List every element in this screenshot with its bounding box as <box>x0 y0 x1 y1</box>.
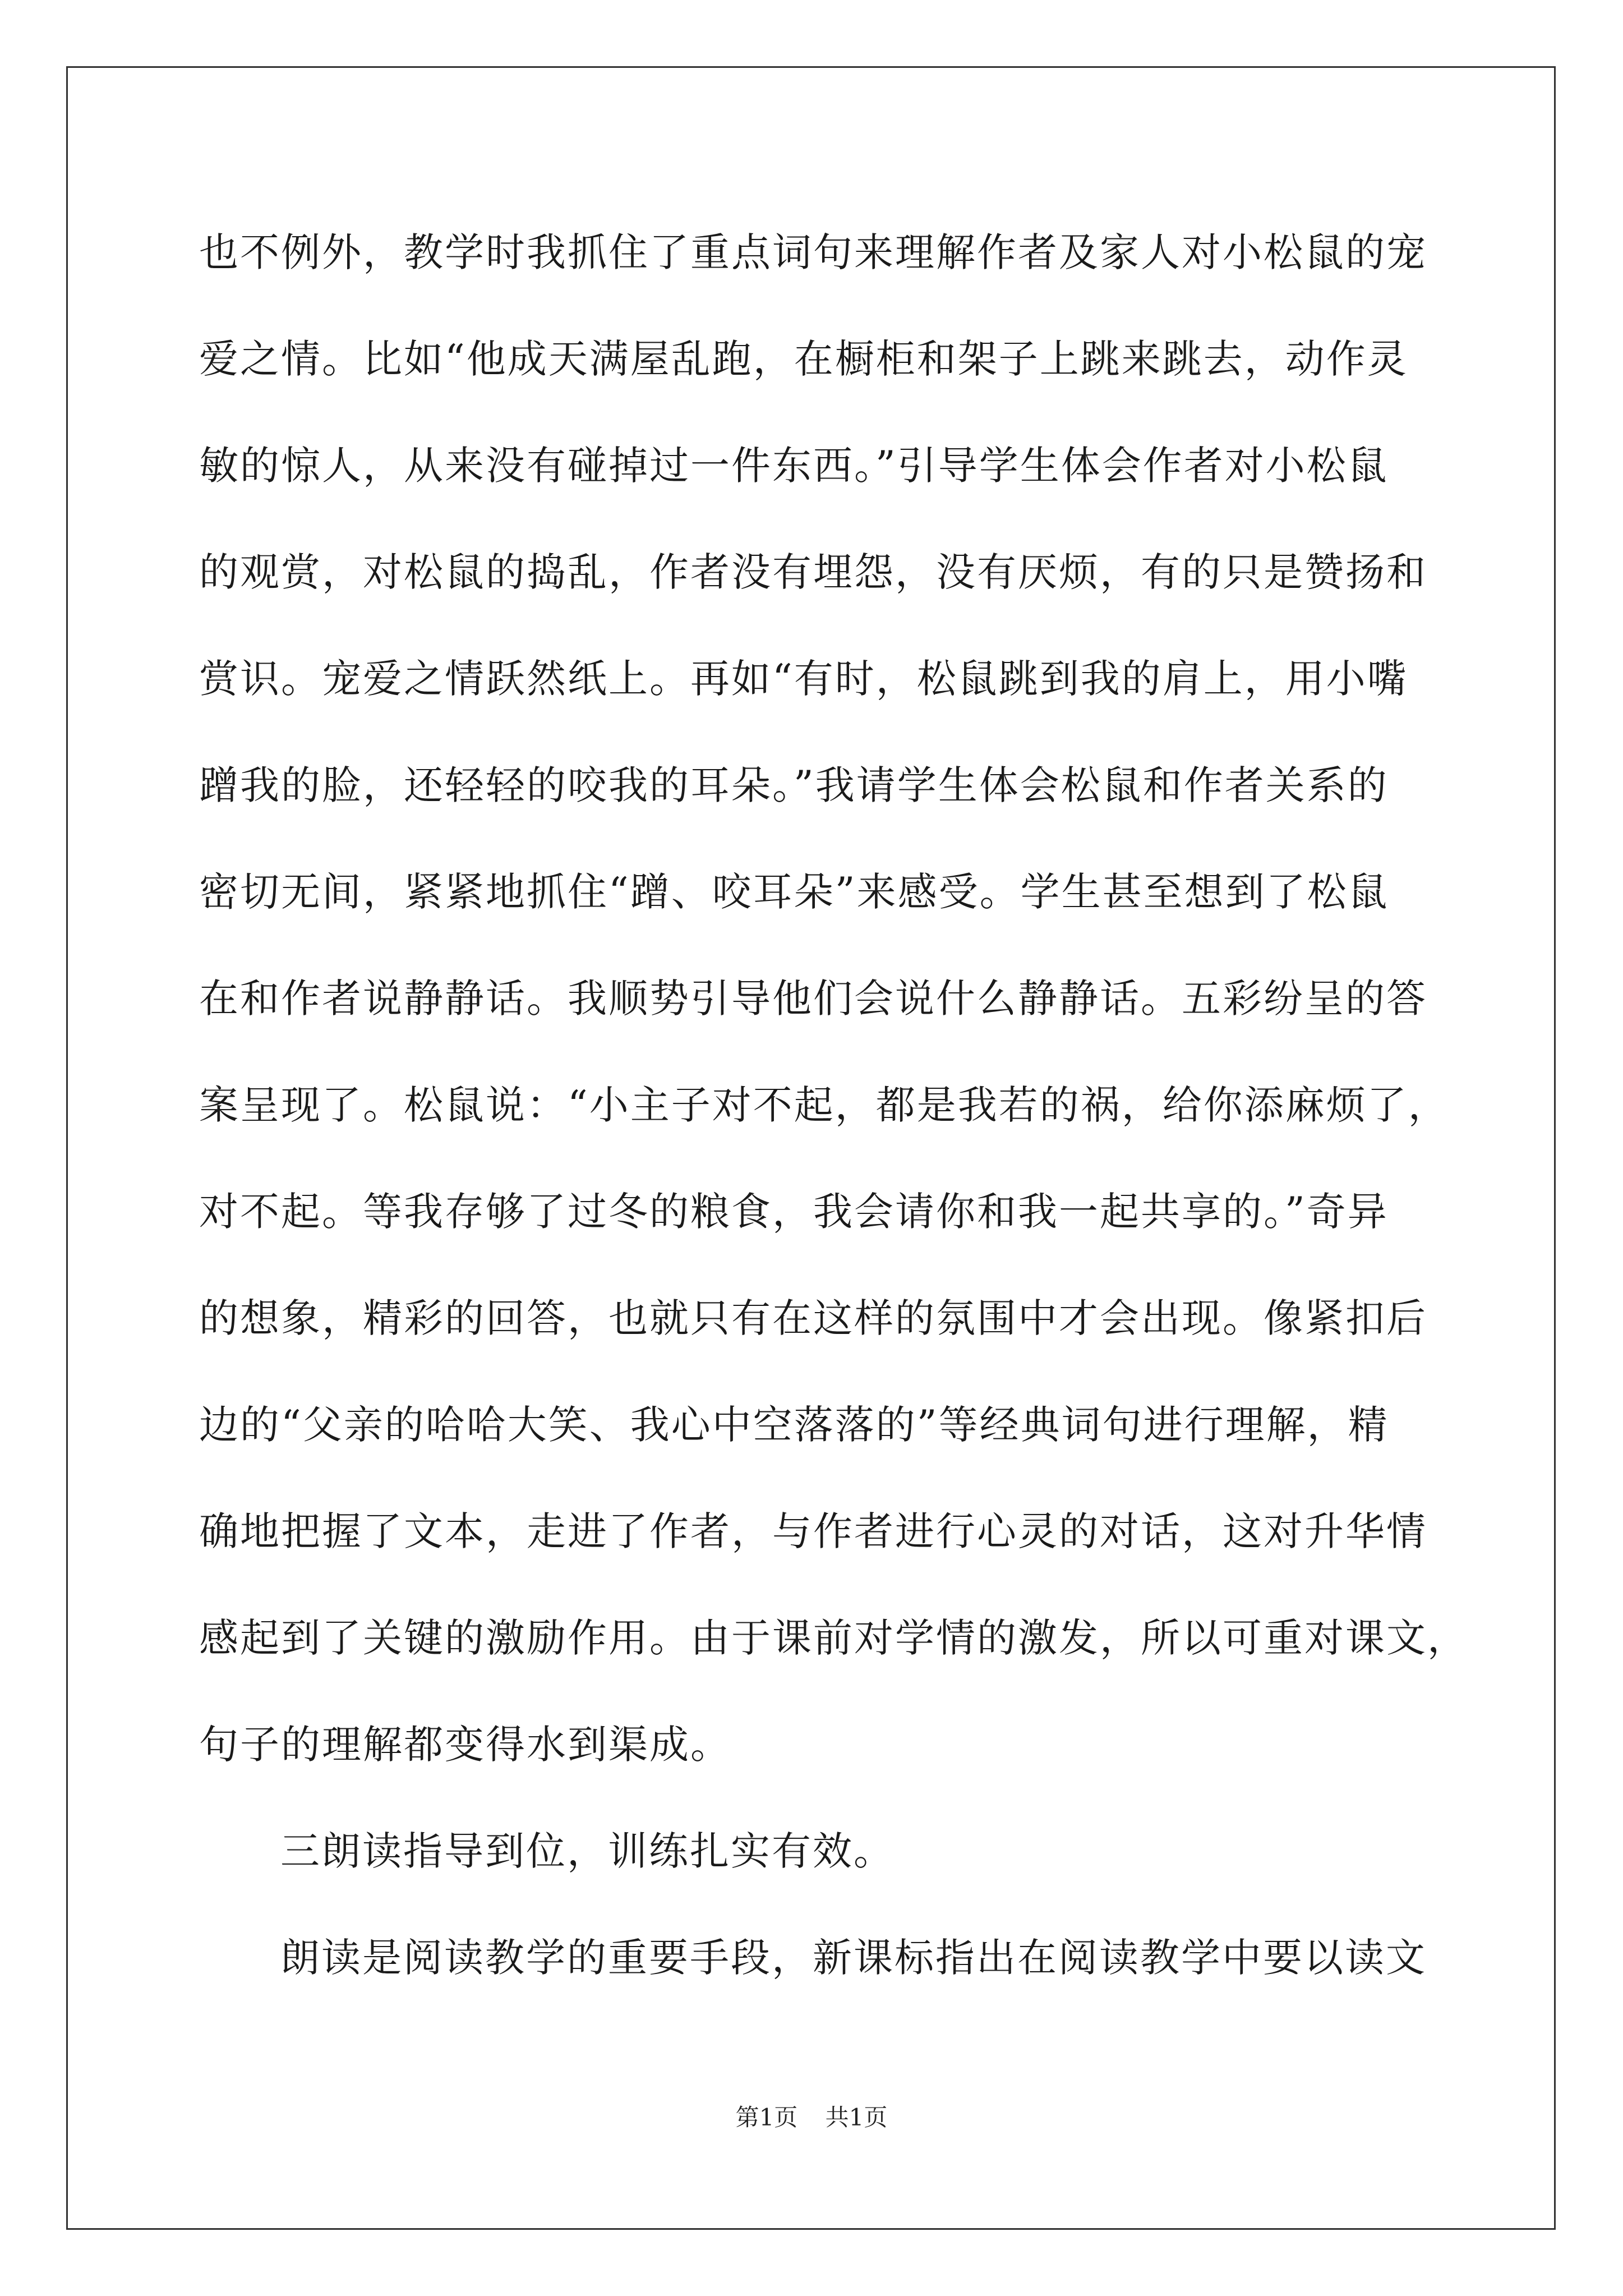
body-line: 的观赏，对松鼠的捣乱，作者没有埋怨，没有厌烦，有的只是赞扬和 <box>199 549 1427 595</box>
body-line: 对不起。等我存够了过冬的粮食，我会请你和我一起共享的。”奇异 <box>199 1189 1389 1235</box>
body-line: 确地把握了文本，走进了作者，与作者进行心灵的对话，这对升华情 <box>199 1508 1427 1554</box>
body-line: 密切无间，紧紧地抓住“蹭、咬耳朵”来感受。学生甚至想到了松鼠 <box>199 869 1389 915</box>
body-line: 在和作者说静静话。我顺势引导他们会说什么静静话。五彩纷呈的答 <box>199 976 1427 1022</box>
body-line: 句子的理解都变得水到渠成。 <box>199 1722 731 1768</box>
document-body <box>199 219 1468 2031</box>
paragraph-start: 朗读是阅读教学的重要手段，新课标指出在阅读教学中要以读文 <box>280 1935 1427 1981</box>
body-line: 感起到了关键的激励作用。由于课前对学情的激发，所以可重对课文， <box>199 1615 1468 1661</box>
body-line: 也不例外，教学时我抓住了重点词句来理解作者及家人对小松鼠的宠 <box>199 229 1427 275</box>
body-line: 蹭我的脸，还轻轻的咬我的耳朵。”我请学生体会松鼠和作者关系的 <box>199 762 1389 808</box>
page-footer <box>0 2101 1623 2134</box>
body-line: 敏的惊人，从来没有碰掉过一件东西。”引导学生体会作者对小松鼠 <box>199 443 1389 489</box>
body-line: 爱之情。比如“他成天满屋乱跑，在橱柜和架子上跳来跳去，动作灵 <box>199 336 1408 382</box>
section-heading: 三朗读指导到位，训练扎实有效。 <box>280 1828 895 1874</box>
body-line: 案呈现了。松鼠说：“小主子对不起，都是我若的祸，给你添麻烦了， <box>199 1082 1449 1128</box>
page-total: 共1页 <box>825 2104 888 2131</box>
body-line: 边的“父亲的哈哈大笑、我心中空落落的”等经典词句进行理解，精 <box>199 1402 1389 1448</box>
page-number: 第1页 <box>735 2104 798 2131</box>
body-line: 的想象，精彩的回答，也就只有在这样的氛围中才会出现。像紧扣后 <box>199 1295 1427 1341</box>
body-line: 赏识。宠爱之情跃然纸上。再如“有时，松鼠跳到我的肩上，用小嘴 <box>199 656 1408 702</box>
